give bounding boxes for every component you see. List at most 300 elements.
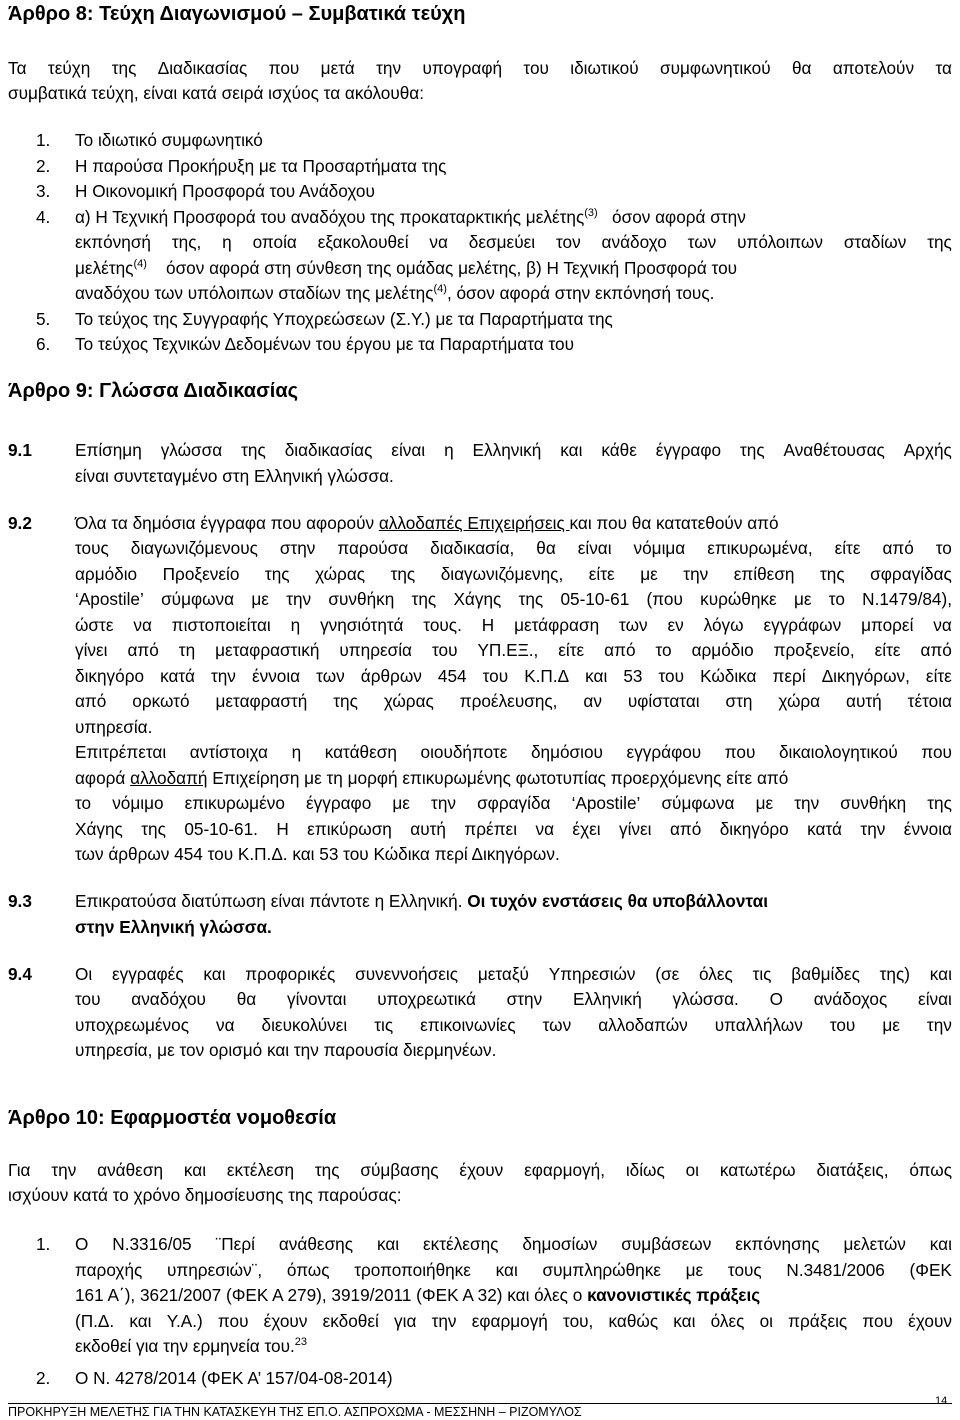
word: τους [727,1260,762,1280]
text: μελέτης [75,258,134,278]
word: ΥΠ.ΕΞ., [477,640,539,660]
p94-line3 [75,1015,952,1035]
para-num-9-1: 9.1 [8,440,32,460]
p92-line4 [75,589,952,609]
word: της [927,232,952,252]
word: γλώσσα [160,440,223,460]
word: Επίσημη [75,440,142,460]
word: (που [646,589,683,609]
word: την [376,58,402,78]
word: τον [555,232,581,252]
word: εφαρμογή, [524,1160,605,1180]
word: γλώσσα. [672,989,739,1009]
word: που [862,1311,893,1331]
word: διευκολύνει [261,1015,348,1035]
text: όσον αφορά στη σύνθεση της ομάδας μελέτης, β) Η Τεχνική Προσφορά του [166,258,738,278]
underlined-text: Επιχειρήσεις [467,513,570,533]
word: να [216,1015,235,1035]
word: να [933,615,952,635]
word: κατωτέρω [719,1160,796,1180]
word: αναδόχου [131,989,206,1009]
word: κυρώθηκε [700,589,777,609]
list-item-3: Η Οικονομική Προσφορά του Ανάδοχου [75,181,375,201]
law1-line5 [75,1336,307,1356]
word: είναι [577,538,612,558]
word: θα [791,58,812,78]
text: Όλα τα δημόσια έγγραφα που αφορούν [75,513,379,533]
word: γνησιότητά [320,615,404,635]
word: και [495,1260,518,1280]
word: ορκωτό [132,691,190,711]
word: είναι [918,989,952,1009]
word: εγγραφές [111,964,184,984]
word: υπογραφή [422,58,503,78]
word: συμπληρώθηκε [542,1260,661,1280]
word: την [926,1015,952,1035]
word: είτε [925,666,952,686]
word: έγγραφο [305,793,372,813]
word: του [431,640,458,660]
word: και [673,1311,696,1331]
word: Η [276,819,289,839]
word: την [794,793,820,813]
text: αφορά [75,768,131,788]
word: του [482,666,509,686]
word: τους [75,538,109,558]
article10-intro-line2: ισχύουν κατά το χρόνο δημοσίευσης της παρούσας: [8,1185,402,1205]
word: αντίστοιχα [189,742,268,762]
article8-title: Άρθρο 8: Τεύχη Διαγωνισμού – Συμβατικά τεύχη [8,3,466,25]
law1-line1 [75,1234,952,1254]
word: εκτέλεση [226,1160,295,1180]
law-num-2: 2. [36,1368,51,1388]
word: επίθεση [733,564,795,584]
word: διατάξεις, [816,1160,889,1180]
word: Οι [75,964,93,984]
word: συμβάσεων [621,1234,712,1254]
p92-line8 [75,691,952,711]
text: Επιχείρηση με τη μορφή επικυρωμένης φωτοτυπίας προερχόμενης είτε από [207,768,789,788]
text: αναδόχου των υπόλοιπων σταδίων της μελέτης [75,283,434,303]
word: με [793,589,812,609]
word: από [127,640,159,660]
word: νόμιμα [633,538,686,558]
word: έννοια [903,819,952,839]
law1-line4 [75,1311,952,1331]
article8-intro-line2: συμβατικά τεύχη, είναι κατά σειρά ισχύος τα ακόλουθα: [8,83,425,103]
p92-line3 [75,564,952,584]
word: Αναθέτουσας [783,440,885,460]
word: την [860,819,886,839]
word: τη [178,640,196,660]
p93-line2: στην Ελληνική γλώσσα. [75,917,272,937]
word: της [264,564,290,584]
word: κατά [807,819,842,839]
page-number: 14 [935,1395,948,1407]
word: εφαρμογή [471,1311,548,1331]
p92-line14: των άρθρων 454 του Κ.Π.Δ. και 53 του Κώδικα περί Δικηγόρων. [75,844,560,864]
word: του, [563,1311,594,1331]
word: δικηγόρο [719,819,789,839]
word: από [75,691,107,711]
word: διαγωνιζόμενης, [440,564,564,584]
word: Για [8,1160,31,1180]
footnote-ref: (4) [133,258,147,270]
word: Ν.3316/05 [112,1234,192,1254]
word: πιστοποιείται [171,615,271,635]
text: εκδοθεί για την ερμηνεία του. [75,1336,295,1356]
underlined-text: αλλοδαπές [378,513,468,533]
word: υπηρεσία [339,640,412,660]
word: γίνει [75,640,108,660]
p92-line10 [75,742,952,762]
word: ανάδοχος [813,989,888,1009]
word: χώρας [315,564,366,584]
word: εγγράφων [763,615,842,635]
word: Ο [75,1234,89,1254]
word: τροποποιήθηκε [354,1260,471,1280]
word: επικυρωμένα, [707,538,813,558]
word: των [619,615,648,635]
list-item-4-line2 [75,232,952,252]
word: της [411,589,437,609]
word: τεύχη [47,58,91,78]
word: παρούσα [337,538,409,558]
word: Η [481,615,495,635]
word: έχουν [908,1311,952,1331]
word: από [669,819,702,839]
word: επικυρωμένο [184,793,285,813]
word: ιδίως [625,1160,665,1180]
para-num-9-3: 9.3 [8,891,32,911]
word: κατάθεση [324,742,397,762]
word: προξενείο, [773,640,855,660]
word: μεταξύ [477,964,529,984]
word: Χάγης [75,819,123,839]
word: Προξενείο [162,564,240,584]
word: διαγωνιζόμενους [130,538,258,558]
word: ‘Apostile’ [75,589,144,609]
word: των [316,666,345,686]
word: συνθήκη [840,793,907,813]
word: πράξεις [788,1311,848,1331]
p92-line2 [75,538,952,558]
word: καθώς [608,1311,659,1331]
text: , όσον αφορά στην εκπόνησή τους. [446,283,715,303]
word: νόμιμο [112,793,164,813]
word: συνθήκη [328,589,395,609]
word: Δικηγόρων, [821,666,910,686]
word: και [129,1311,152,1331]
word: (σε [655,964,680,984]
p92-line12 [75,793,952,813]
word: όπως [909,1160,952,1180]
word: το [935,538,952,558]
word: σφραγίδα [477,793,551,813]
word: Τα [8,58,27,78]
word: των [542,1015,572,1035]
footnote-ref: 23 [294,1336,308,1348]
word: την [286,589,312,609]
word: της [518,589,544,609]
list-item-2: Η παρούσα Προκήρυξη με τα Προσαρτήματα της [75,156,447,176]
word: της [390,564,416,584]
text: α) Η Τεχνική Προσφορά του αναδόχου της προκαταρκτικής μελέτης [75,207,585,227]
word: ¨Περί [215,1234,255,1254]
word: τέτοια [907,691,952,711]
text: 161 Α΄), 3621/2007 (ΦΕΚ Α 279), 3919/2011 (ΦΕΚ Α 32) και όλες ο [75,1285,588,1305]
word: δημόσιου [530,742,603,762]
word: γίνονται [286,989,347,1009]
word: συμφωνητικού [660,58,771,78]
word: οι [685,1160,700,1180]
word: να [535,819,554,839]
word: και [203,964,226,984]
list-num-5: 5. [36,309,51,329]
p91-line1 [75,440,952,460]
list-item-4-line3 [75,258,737,278]
word: που [268,58,300,78]
list-num-6: 6. [36,334,51,354]
word: από [920,640,952,660]
word: του [658,666,685,686]
word: αυτή [410,819,446,839]
word: με [251,589,269,609]
word: λόγω [703,615,744,635]
article9-title: Άρθρο 9: Γλώσσα Διαδικασίας [8,380,299,402]
word: της) [879,964,910,984]
word: βαθμίδες [791,964,860,984]
word: που [217,1311,249,1331]
word: την [431,1311,457,1331]
word: ανάθεση [97,1160,164,1180]
word: και [183,1160,207,1180]
word: τις [752,964,772,984]
law1-line3 [75,1285,760,1305]
word: του [75,989,101,1009]
word: οιουδήποτε [420,742,508,762]
word: 53 [623,666,643,686]
word: υπαλλήλων [714,1015,803,1035]
word: Ν.3481/2006 [786,1260,885,1280]
p91-line2: είναι συντεταγμένο στη Ελληνική γλώσσα. [75,466,394,486]
word: χώρα [778,691,821,711]
footer-divider [8,1403,952,1404]
word: την [683,564,709,584]
word: κατά [160,666,195,686]
word: μετά [320,58,355,78]
word: Υπηρεσιών [548,964,636,984]
word: μετάφραση [514,615,600,635]
law1-line2 [75,1260,952,1280]
word: γίνει [619,819,652,839]
word: αρμόδιο [691,640,754,660]
word: που [724,742,756,762]
word: ‘Apostile’ [571,793,641,813]
word: σύμφωνα [161,589,235,609]
word: της [111,58,137,78]
word: της [141,819,166,839]
word: της [927,793,952,813]
word: με [640,564,658,584]
word: είτε [588,564,615,584]
word: θα [536,538,556,558]
list-num-2: 2. [36,156,51,176]
word: αλλοδαπών [598,1015,688,1035]
p92-line11 [75,768,788,788]
word: ανάθεσης [278,1234,354,1254]
word: 05-10-61. [184,819,258,839]
word: εν [667,615,684,635]
word: ανάδοχο [601,232,667,252]
word: προέλευσης, [459,691,558,711]
word: εκτέλεσης [423,1234,499,1254]
word: μπορεί [861,615,914,635]
word: των [687,232,717,252]
word: υποχρεωτικά [377,989,476,1009]
word: Επιτρέπεται [75,742,167,762]
word: Αρχής [903,440,952,460]
word: σύμβασης [360,1160,439,1180]
list-num-4: 4. [36,207,51,227]
word: κάθε [601,440,637,460]
p92-line9: υπηρεσία. [75,717,153,737]
word: έχει [572,819,601,839]
article10-intro-line1 [8,1160,952,1180]
word: το [828,589,845,609]
word: Ελληνική [572,989,642,1009]
word: είτε [558,640,585,660]
word: έγγραφο [655,440,722,460]
law2-text: Ο Ν. 4278/2014 (ΦΕΚ Α’ 157/04-08-2014) [75,1368,393,1388]
list-num-1: 1. [36,130,51,150]
word: η [291,742,302,762]
word: δικηγόρο [75,666,145,686]
word: δημοσίων [522,1234,598,1254]
word: του [523,58,549,78]
word: εκπόνησης [735,1234,820,1254]
word: αρμόδιο [75,564,138,584]
word: εγγράφου [626,742,702,762]
word: της [314,1160,340,1180]
bold-text: Οι τυχόν ενστάσεις θα υποβάλλονται [467,891,768,911]
word: Ελληνική [472,440,542,460]
word: αν [583,691,602,711]
word: (Π.Δ. [75,1311,115,1331]
word: την [51,1160,77,1180]
law-num-1: 1. [36,1234,51,1254]
word: οποία [252,232,297,252]
word: επικοινωνίες [420,1015,516,1035]
word: του [829,1015,856,1035]
word: 05-10-61 [560,589,630,609]
word: της [333,691,358,711]
article10-title: Άρθρο 10: Εφαρμοστέα νομοθεσία [8,1107,337,1129]
word: και [929,1234,952,1254]
word: πρέπει [464,819,518,839]
word: με [392,793,410,813]
word: από [882,538,914,558]
word: την [210,666,236,686]
word: διαδικασίας [284,440,373,460]
word: της [241,440,266,460]
word: σύμφωνα [661,793,735,813]
word: διαδικασία, [430,538,515,558]
text: όσον αφορά στην [612,207,746,227]
word: επικύρωση [307,819,392,839]
word: υπηρεσιών¨, [166,1260,263,1280]
word: η [444,440,454,460]
word: Κ.Π.Δ [524,666,570,686]
p93-line1 [75,891,768,911]
word: Ο [769,989,783,1009]
word: την [431,793,456,813]
p92-line5 [75,615,952,635]
word: με [755,793,774,813]
word: και [560,440,583,460]
word: δεσμεύει [468,232,536,252]
word: υφίσταται [627,691,700,711]
word: χώρας [383,691,434,711]
word: στη [725,691,753,711]
word: έχουν [263,1311,308,1331]
word: είτε [874,640,901,660]
word: να [133,615,152,635]
word: και [376,1234,400,1254]
word: να [429,232,448,252]
word: 454 [437,666,467,686]
word: τις [374,1015,394,1035]
word: σταδίων [843,232,907,252]
word: Υ.Α.) [166,1311,203,1331]
word: υποχρεωμένος [75,1015,189,1035]
article8-intro-line1 [8,58,952,78]
word: τα [935,58,952,78]
word: εκδοθεί [322,1311,379,1331]
p92-line6 [75,640,952,660]
word: σφραγίδας [870,564,952,584]
word: μεταφραστική [215,640,320,660]
word: συνεννοήσεις [355,964,459,984]
p92-line13 [75,819,952,839]
p94-line2 [75,989,952,1009]
word: προφορικές [245,964,336,984]
p94-line4: υπηρεσία, με τον ορισμό και την παρουσία διερμηνέων. [75,1040,497,1060]
word: παροχής [75,1260,143,1280]
word: εξακολουθεί [317,232,409,252]
word: από [604,640,636,660]
word: η [222,232,232,252]
word: αποτελούν [832,58,915,78]
word: το [655,640,672,660]
word: όλες [699,964,733,984]
word: ιδιωτικού [570,58,639,78]
word: αυτή [846,691,882,711]
word: μελετών [843,1234,906,1254]
word: έννοια [251,666,301,686]
word: Ν.1479/84), [862,589,952,609]
underlined-text: αλλοδαπή [130,768,208,788]
word: μεταφραστή [215,691,308,711]
word: (ΦΕΚ [909,1260,952,1280]
p92-line7 [75,666,952,686]
list-num-3: 3. [36,181,51,201]
footnote-ref: (4) [433,283,447,295]
word: και [585,666,608,686]
word: όλες [710,1311,745,1331]
list-item-5: Το τεύχος της Συγγραφής Υποχρεώσεων (Σ.Υ.) με τα Παραρτήματα της [75,309,613,329]
word: οι [759,1311,773,1331]
